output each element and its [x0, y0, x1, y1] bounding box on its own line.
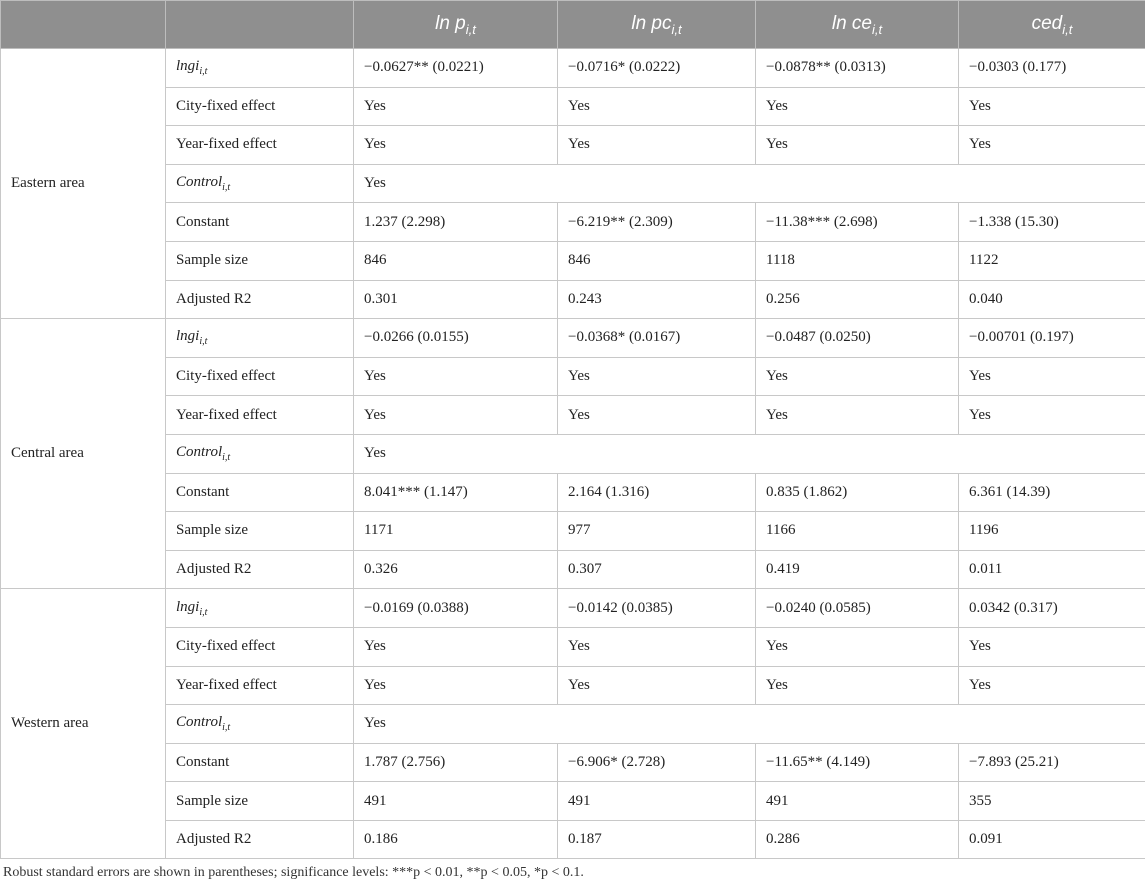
cell-r2: 0.326 [354, 550, 558, 589]
cell-sample: 1171 [354, 512, 558, 551]
cell-r2: 0.256 [756, 280, 959, 319]
cell-city: Yes [558, 627, 756, 666]
cell-city: Yes [959, 357, 1145, 396]
cell-sample: 491 [558, 782, 756, 821]
cell-r2: 0.011 [959, 550, 1145, 589]
cell-r2: 0.186 [354, 820, 558, 859]
row-label-year: Year-fixed effect [166, 396, 354, 435]
header-ln-p: $\ln p_{i,t}$ [354, 1, 558, 49]
cell-lngi: −0.0878** (0.0313) [756, 49, 959, 88]
table-row [1, 319, 1145, 358]
table-row [1, 357, 1145, 396]
header-ln-pc: $\ln pc_{i,t}$ [558, 1, 756, 49]
cell-lngi: 0.0342 (0.317) [959, 589, 1145, 628]
row-label-lngi: lngi$_{i,t}$ [166, 589, 354, 628]
cell-lngi: −0.0142 (0.0385) [558, 589, 756, 628]
row-label-lngi: lngi$_{i,t}$ [166, 49, 354, 88]
cell-city: Yes [354, 357, 558, 396]
row-label-control: Control$_{i,t}$ [166, 434, 354, 473]
table-row [1, 589, 1145, 628]
cell-city: Yes [558, 87, 756, 126]
row-label-r2: Adjusted R2 [166, 280, 354, 319]
cell-constant: −11.38*** (2.698) [756, 203, 959, 242]
cell-control: Yes [354, 164, 1145, 203]
row-label-constant: Constant [166, 203, 354, 242]
row-label-year: Year-fixed effect [166, 126, 354, 165]
table-row [1, 241, 1145, 280]
cell-lngi: −0.0169 (0.0388) [354, 589, 558, 628]
cell-year: Yes [354, 666, 558, 705]
cell-lngi: −0.0716* (0.0222) [558, 49, 756, 88]
cell-constant: −1.338 (15.30) [959, 203, 1145, 242]
cell-constant: 1.237 (2.298) [354, 203, 558, 242]
table-row [1, 434, 1145, 473]
table-row [1, 627, 1145, 666]
row-label-constant: Constant [166, 743, 354, 782]
cell-constant: −6.219** (2.309) [558, 203, 756, 242]
cell-constant: −7.893 (25.21) [959, 743, 1145, 782]
cell-r2: 0.419 [756, 550, 959, 589]
row-label-control: Control$_{i,t}$ [166, 705, 354, 744]
table-row [1, 473, 1145, 512]
cell-city: Yes [756, 357, 959, 396]
cell-year: Yes [756, 396, 959, 435]
header-ln-ce: $\ln ce_{i,t}$ [756, 1, 959, 49]
cell-sample: 1122 [959, 241, 1145, 280]
cell-r2: 0.091 [959, 820, 1145, 859]
table-row [1, 512, 1145, 551]
table-row [1, 550, 1145, 589]
table-row [1, 280, 1145, 319]
cell-control: Yes [354, 434, 1145, 473]
table-row [1, 396, 1145, 435]
row-label-city: City-fixed effect [166, 87, 354, 126]
cell-r2: 0.243 [558, 280, 756, 319]
cell-year: Yes [558, 126, 756, 165]
cell-constant: 1.787 (2.756) [354, 743, 558, 782]
cell-sample: 1166 [756, 512, 959, 551]
cell-city: Yes [756, 627, 959, 666]
cell-year: Yes [959, 126, 1145, 165]
header-variable [166, 1, 354, 49]
table-row [1, 87, 1145, 126]
cell-lngi: −0.0368* (0.0167) [558, 319, 756, 358]
cell-lngi: −0.0266 (0.0155) [354, 319, 558, 358]
cell-city: Yes [959, 627, 1145, 666]
table-row [1, 49, 1145, 88]
cell-year: Yes [354, 396, 558, 435]
cell-sample: 1196 [959, 512, 1145, 551]
row-label-lngi: lngi$_{i,t}$ [166, 319, 354, 358]
table-row [1, 743, 1145, 782]
cell-lngi: −0.00701 (0.197) [959, 319, 1145, 358]
cell-constant: 8.041*** (1.147) [354, 473, 558, 512]
cell-year: Yes [558, 396, 756, 435]
cell-city: Yes [354, 87, 558, 126]
cell-sample: 355 [959, 782, 1145, 821]
cell-r2: 0.040 [959, 280, 1145, 319]
cell-constant: −11.65** (4.149) [756, 743, 959, 782]
cell-r2: 0.301 [354, 280, 558, 319]
cell-lngi: −0.0303 (0.177) [959, 49, 1145, 88]
cell-city: Yes [558, 357, 756, 396]
header-ced: ced$_{i,t}$ [959, 1, 1145, 49]
cell-year: Yes [959, 396, 1145, 435]
cell-city: Yes [756, 87, 959, 126]
table-row [1, 164, 1145, 203]
area-label: Western area [1, 589, 166, 859]
row-label-sample: Sample size [166, 512, 354, 551]
area-label: Eastern area [1, 49, 166, 319]
row-label-city: City-fixed effect [166, 357, 354, 396]
table-row [1, 820, 1145, 859]
cell-sample: 491 [756, 782, 959, 821]
area-label: Central area [1, 319, 166, 589]
row-label-sample: Sample size [166, 782, 354, 821]
cell-sample: 846 [354, 241, 558, 280]
cell-sample: 977 [558, 512, 756, 551]
cell-r2: 0.307 [558, 550, 756, 589]
table-row [1, 666, 1145, 705]
row-label-sample: Sample size [166, 241, 354, 280]
cell-year: Yes [354, 126, 558, 165]
cell-sample: 846 [558, 241, 756, 280]
table-row [1, 126, 1145, 165]
cell-lngi: −0.0487 (0.0250) [756, 319, 959, 358]
cell-constant: 6.361 (14.39) [959, 473, 1145, 512]
header-row [1, 1, 1145, 49]
cell-constant: 2.164 (1.316) [558, 473, 756, 512]
cell-sample: 1118 [756, 241, 959, 280]
cell-r2: 0.187 [558, 820, 756, 859]
cell-constant: 0.835 (1.862) [756, 473, 959, 512]
table-row [1, 705, 1145, 744]
row-label-control: Control$_{i,t}$ [166, 164, 354, 203]
cell-city: Yes [354, 627, 558, 666]
row-label-year: Year-fixed effect [166, 666, 354, 705]
table-row [1, 782, 1145, 821]
cell-r2: 0.286 [756, 820, 959, 859]
cell-constant: −6.906* (2.728) [558, 743, 756, 782]
cell-control: Yes [354, 705, 1145, 744]
row-label-r2: Adjusted R2 [166, 550, 354, 589]
cell-sample: 491 [354, 782, 558, 821]
cell-year: Yes [959, 666, 1145, 705]
cell-year: Yes [756, 666, 959, 705]
row-label-r2: Adjusted R2 [166, 820, 354, 859]
cell-lngi: −0.0627** (0.0221) [354, 49, 558, 88]
table-footnote: Robust standard errors are shown in parentheses; significance levels: ***p < 0.01, **p < 0.05, *p < 0.1. [3, 865, 584, 881]
header-area [1, 1, 166, 49]
cell-year: Yes [558, 666, 756, 705]
row-label-city: City-fixed effect [166, 627, 354, 666]
cell-year: Yes [756, 126, 959, 165]
cell-lngi: −0.0240 (0.0585) [756, 589, 959, 628]
table-row [1, 203, 1145, 242]
cell-city: Yes [959, 87, 1145, 126]
row-label-constant: Constant [166, 473, 354, 512]
